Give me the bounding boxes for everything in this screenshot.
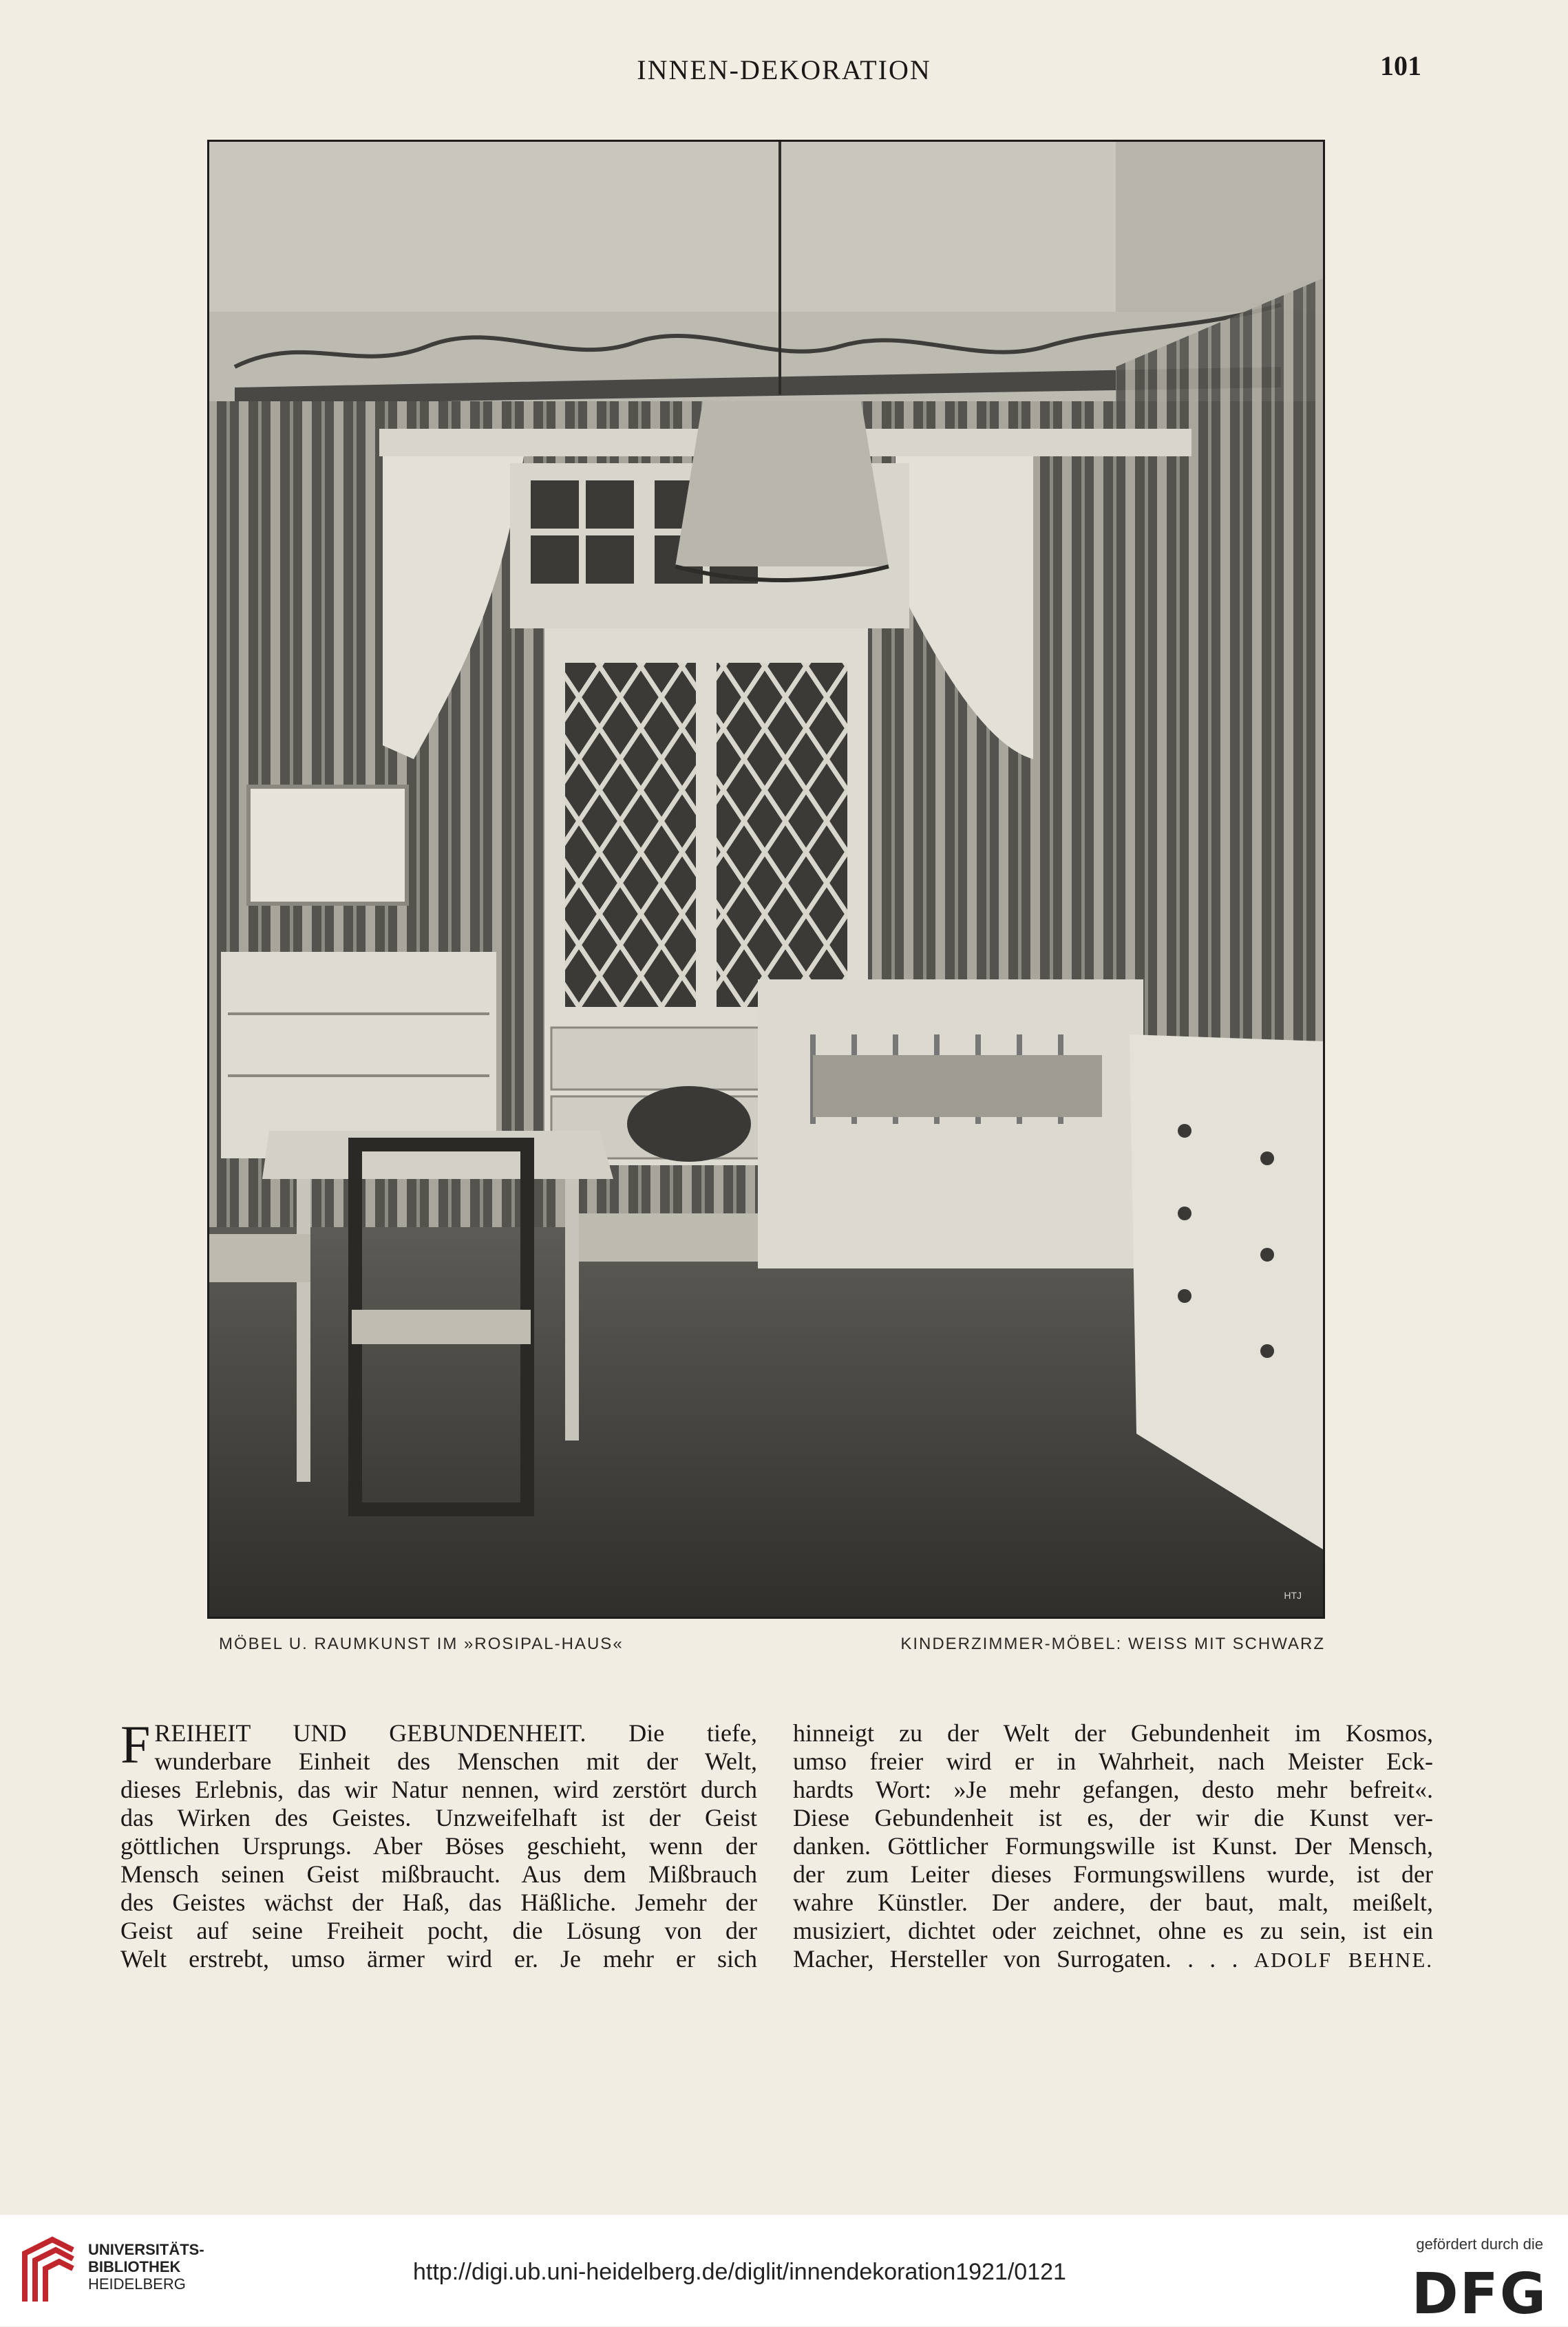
dfg-logo-icon: DFG (1411, 2262, 1547, 2327)
drop-cap: F (120, 1714, 151, 1774)
text-line: Welt erstrebt, umso ärmer wird er. Je mehr er sich (120, 1945, 757, 1973)
text-line: wahre Künstler. Der andere, der baut, malt, meißelt, (793, 1889, 1433, 1916)
text-line: musiziert, dichtet oder zeichnet, ohne es zu sein, ist ein (793, 1917, 1433, 1944)
caption-right: KINDERZIMMER-MÖBEL: WEISS MIT SCHWARZ (900, 1635, 1325, 1653)
final-text-line (793, 1945, 1433, 1974)
digitization-footer (0, 2215, 1568, 2326)
text-line: Diese Gebundenheit ist es, der wir die Kunst ver- (793, 1804, 1433, 1831)
text-line: hinneigt zu der Welt der Gebundenheit im Kosmos, (793, 1719, 1433, 1747)
photo-plate-nursery (207, 140, 1325, 1619)
text-line: hardts Wort: »Je mehr gefangen, desto mehr befreit«. (793, 1776, 1433, 1803)
library-name-line: UNIVERSITÄTS- (88, 2241, 204, 2258)
plate-monogram: HTJ (1284, 1590, 1302, 1601)
library-name-line: BIBLIOTHEK (88, 2258, 181, 2275)
library-name (88, 2241, 204, 2293)
text-line: wunderbare Einheit des Menschen mit der Welt, (154, 1747, 757, 1775)
funding-note: gefördert durch die (1416, 2235, 1543, 2253)
text-line: göttlichen Ursprungs. Aber Böses geschieht, wenn der (120, 1832, 757, 1860)
author-signature: ADOLF BEHNE. (1253, 1948, 1433, 1972)
article-column-right (793, 1719, 1433, 1974)
final-line-text: Macher, Hersteller von Surrogaten. . . . (793, 1945, 1238, 1973)
text-line: Geist auf seine Freiheit pocht, die Lösung von der (120, 1917, 757, 1944)
text-line: dieses Erlebnis, das wir Natur nennen, wird zerstört durch (120, 1776, 757, 1803)
text-line: umso freier wird er in Wahrheit, nach Meister Eck- (793, 1747, 1433, 1775)
text-line: das Wirken des Geistes. Unzweifelhaft ist der Geist (120, 1804, 757, 1831)
library-name-line: HEIDELBERG (88, 2275, 186, 2293)
text-line: der zum Leiter dieses Formungswillens wurde, ist der (793, 1860, 1433, 1888)
running-title: INNEN-DEKORATION (637, 54, 931, 85)
article-column-left (120, 1714, 757, 1973)
text-line: danken. Göttlicher Formungswille ist Kunst. Der Mensch, (793, 1832, 1433, 1860)
text-line: REIHEIT UND GEBUNDENHEIT. Die tiefe, (154, 1719, 757, 1747)
caption-left: MÖBEL U. RAUMKUNST IM »ROSIPAL-HAUS« (219, 1635, 624, 1653)
university-library-logo-icon (18, 2233, 80, 2312)
text-line: Mensch seinen Geist mißbraucht. Aus dem Mißbrauch (120, 1860, 757, 1888)
permalink-url[interactable]: http://digi.ub.uni-heidelberg.de/diglit/innendekoration1921/0121 (413, 2259, 1066, 2285)
text-line: des Geistes wächst der Haß, das Häßliche. Jemehr der (120, 1889, 757, 1916)
page-number: 101 (1380, 50, 1421, 81)
